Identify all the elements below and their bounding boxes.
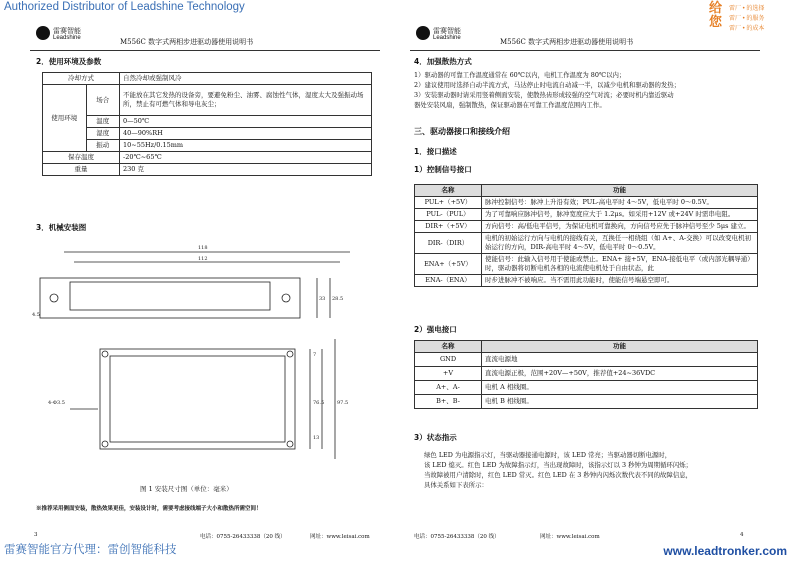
table-cell: 直流电源正极，范围+20V—+50V，推荐值+24~36VDC [482,367,758,381]
bottom-banner-link[interactable]: www.leadtronker.com [663,544,787,558]
table-cell: 使能信号：此输入信号用于使能或禁止。ENA+ 接+5V，ENA-接低电平（或内部光耦导通）时，驱动器将切断电机各相的电流使电机处于自由状态，此 [482,254,758,275]
dim-label: 7 [313,352,317,358]
brand-logo [416,26,476,48]
table-row [415,381,758,395]
table-cell: PUL+（+5V） [415,197,482,209]
dim-label: 118 [198,245,208,251]
table-cell: 230 克 [120,164,372,176]
table-cell: A+、A- [415,381,482,395]
dim-label: 97.5 [337,400,349,406]
figure-caption: 图 1 安装尺寸图（单位：毫米） [140,485,233,493]
subsection-title: 1．接口描述 [414,147,457,156]
table-cell: 为了可靠响应脉冲信号，脉冲宽度应大于 1.2μs。如采用+12V 或+24V 时需串电阻。 [482,209,758,221]
page-header [410,22,760,51]
slogan-line: 雷厂 • 的成本 [729,26,765,32]
table-row [415,367,758,381]
dim-label: 4-Φ3.5 [48,400,65,406]
table-cell: 振动 [86,140,119,152]
table-row [43,152,372,164]
subsection-title: 1）控制信号接口 [414,165,472,174]
table-cell: 电机 A 相线圈。 [482,381,758,395]
brand-mark-icon [36,26,50,40]
mount-hole [287,351,293,357]
mount-hole [102,441,108,447]
table-cell: 40—90%RH [120,128,372,140]
text-line: 3）安装驱动器时请采用竖着侧面安装，使散热齿形成较强的空气对流；必要时机内靠近驱动 [414,91,674,99]
brand-name-en: Leadshine [53,35,81,41]
table-row [43,73,372,85]
text-line: 该 LED 熄灭。红色 LED 为故障指示灯，当出现故障时，该指示灯以 3 秒钟为周期循环闪烁； [424,461,692,469]
figure-note: ※推荐采用侧面安装，散热效果更佳，安装设计时，需要考虑接线端子大小和散热所需空间！ [36,506,262,512]
top-banner: Authorized Distributor of Leadshine Technology [4,1,245,13]
table-header-row [415,341,758,353]
table-row [415,233,758,254]
text-line: 1）驱动器的可靠工作温度通常在 60℃以内，电机工作温度为 80℃以内； [414,71,626,79]
table-cell: DIR-（DIR） [415,233,482,254]
status-text [424,450,758,490]
header-title: M556C 数字式两相步进驱动器使用说明书 [120,38,254,46]
table-cell: 使用环境 [43,85,87,152]
text-line: 具体关系如下表所示： [424,481,488,489]
column-header: 功能 [482,341,758,353]
table-cell: 电机 B 相线圈。 [482,395,758,409]
heatsink-top-view [70,282,270,310]
slogan-chars: 给您 [709,1,723,30]
footer-phone: 电话：0755-26433338（20 线） [200,534,286,540]
table-row [43,116,372,128]
dim-label: 76.5 [313,400,325,406]
table-cell: 10~55Hz/0.15mm [120,140,372,152]
table-header-row [415,185,758,197]
brand-logo [36,26,96,48]
table-row [43,140,372,152]
right-page [410,22,760,542]
table-row [43,164,372,176]
table-cell: 场合 [86,85,119,116]
bottom-banner-left: 雷赛智能官方代理：雷创智能科技 [4,544,177,556]
section-title: 3．机械安装图 [36,223,87,232]
table-cell: ENA+（+5V） [415,254,482,275]
brand-name-cn: 雷赛智能 [53,27,81,35]
brand-mark-icon [416,26,430,40]
section-title: 2．使用环境及参数 [36,57,102,66]
table-cell: DIR+（+5V） [415,221,482,233]
dim-label: 33 [319,296,326,302]
left-page [30,22,380,542]
text-line: 2）建议使用时选择自动半流方式，马达停止时电流自动减一半，以减少电机和驱动器的发热； [414,81,681,89]
table-row [415,221,758,233]
table-row [43,128,372,140]
header-title: M556C 数字式两相步进驱动器使用说明书 [500,38,634,46]
table-row [415,275,758,287]
outline-top-view [40,278,300,318]
slogan-line: 雷厂 • 的服务 [729,16,765,22]
table-cell: ENA-（ENA） [415,275,482,287]
text-line: 当故障被用户清除时，红色 LED 常灭。红色 LED 在 3 秒钟内闪烁次数代表不同的故障信息， [424,471,692,479]
table-cell: +V [415,367,482,381]
table-cell: -20℃~65℃ [120,152,372,164]
text-line: 绿色 LED 为电源指示灯，当驱动器接通电源时，该 LED 常亮；当驱动器切断电源时， [424,451,672,459]
mount-hole [287,441,293,447]
env-table [42,72,372,176]
table-row [415,197,758,209]
brand-name-cn: 雷赛智能 [433,27,461,35]
table-cell: 时步进脉冲不被响应。当不需用此功能时，使能信号端悬空即可。 [482,275,758,287]
mount-hole [102,351,108,357]
table-cell: 温度 [86,116,119,128]
table-cell: 冷却方式 [43,73,120,85]
mount-hole [282,294,290,302]
column-header: 名称 [415,341,482,353]
table-cell: GND [415,353,482,367]
table-row [415,209,758,221]
table-row [415,254,758,275]
column-header: 名称 [415,185,482,197]
chapter-title: 三、驱动器接口和接线介绍 [414,127,510,136]
outline-front-view [100,349,295,449]
dim-label: 112 [198,256,208,262]
table-cell: B+、B- [415,395,482,409]
page-footer [410,532,760,542]
page-header [30,22,380,51]
table-row [415,395,758,409]
dim-label: 4.5 [32,312,40,318]
table-row [415,353,758,367]
signal-table [414,184,758,287]
mechanical-drawing [30,234,380,484]
column-header: 功能 [482,185,758,197]
subsection-title: 2）强电接口 [414,325,457,334]
table-cell: 保存温度 [43,152,120,164]
table-cell: 电机的初始运行方向与电机的接线有关，互换任一相绕组（如 A+、A-交换）可以改变电机初始运行的方向，DIR-高电平时 4～5V，低电平时 0～0.5V。 [482,233,758,254]
subsection-title: 3）状态指示 [414,433,457,442]
footer-web: 网址：www.leisai.com [310,534,370,540]
table-cell: 湿度 [86,128,119,140]
table-cell: 重量 [43,164,120,176]
dim-label: 28.5 [332,296,344,302]
page-number: 4 [740,532,744,538]
table-cell: 直流电源地 [482,353,758,367]
footer-phone: 电话：0755-26433338（20 线） [414,534,500,540]
slogan-line: 雷厂 • 的选择 [729,6,765,12]
table-cell: 脉冲控制信号：脉冲上升沿有效；PUL-高电平时 4～5V，低电平时 0～0.5V。 [482,197,758,209]
brand-name-en: Leadshine [433,35,461,41]
section-title: 4．加强散热方式 [414,57,472,66]
table-cell: PUL-（PUL） [415,209,482,221]
body-front-view [110,356,285,442]
footer-web: 网址：www.leisai.com [540,534,600,540]
page-number: 3 [34,532,38,538]
dim-label: 13 [313,435,320,441]
mount-hole [50,294,58,302]
table-cell: 0—50℃ [120,116,372,128]
power-table [414,340,758,409]
section4-text [414,70,760,110]
table-cell: 方向信号：高/低电平信号，为保证电机可靠换向，方向信号应先于脉冲信号至少 5μs 建立。 [482,221,758,233]
table-cell: 不能放在其它发热的设备旁，要避免粉尘、油雾、腐蚀性气体，湿度太大及强振动场所，禁止有可燃气体和导电灰尘； [120,85,372,116]
table-row [43,85,372,116]
text-line: 器处安装风扇，强制散热，保证驱动器在可靠工作温度范围内工作。 [414,101,606,109]
table-cell: 自然冷却或强制风冷 [120,73,372,85]
